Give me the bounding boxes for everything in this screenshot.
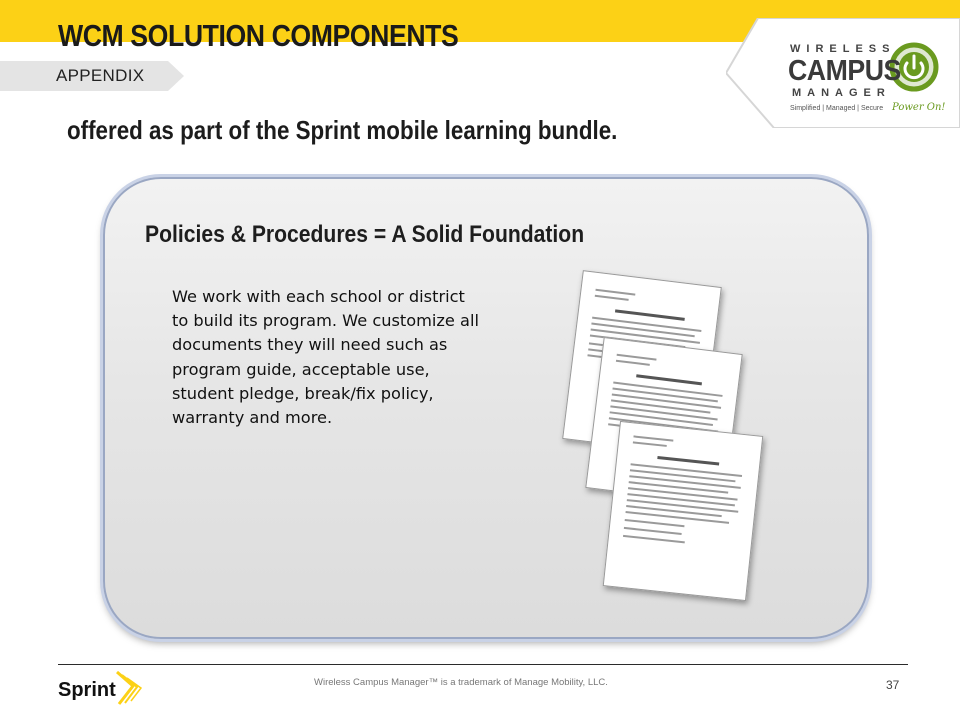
sprint-logo-icon: [113, 670, 147, 706]
wireless-campus-manager-logo: [726, 18, 960, 128]
slide-subtitle: offered as part of the Sprint mobile learning bundle.: [67, 115, 618, 145]
trademark-notice: Wireless Campus Manager™ is a trademark of Manage Mobility, LLC.: [314, 677, 608, 688]
card-heading: Policies & Procedures = A Solid Foundation: [145, 221, 585, 248]
slide-title: WCM SOLUTION COMPONENTS: [58, 18, 459, 53]
logo-power-on: Power On!: [892, 102, 946, 113]
logo-manager: MANAGER: [792, 87, 891, 99]
logo-tagline: Simplified | Managed | Secure: [790, 105, 884, 112]
page-number: 37: [886, 678, 900, 692]
appendix-label: APPENDIX: [56, 66, 145, 85]
sprint-logo-wordmark: Sprint: [58, 679, 116, 701]
logo-campus: CAMPUS: [788, 55, 901, 87]
logo-wireless: WIRELESS: [790, 43, 896, 55]
card-body-text: We work with each school or district to build its program. We customize all documents they will need such as program guide, acceptable use, student pledge, break/fix policy, warranty and more.: [172, 287, 479, 428]
document-image-3: [603, 421, 764, 601]
footer-divider: [58, 664, 908, 665]
